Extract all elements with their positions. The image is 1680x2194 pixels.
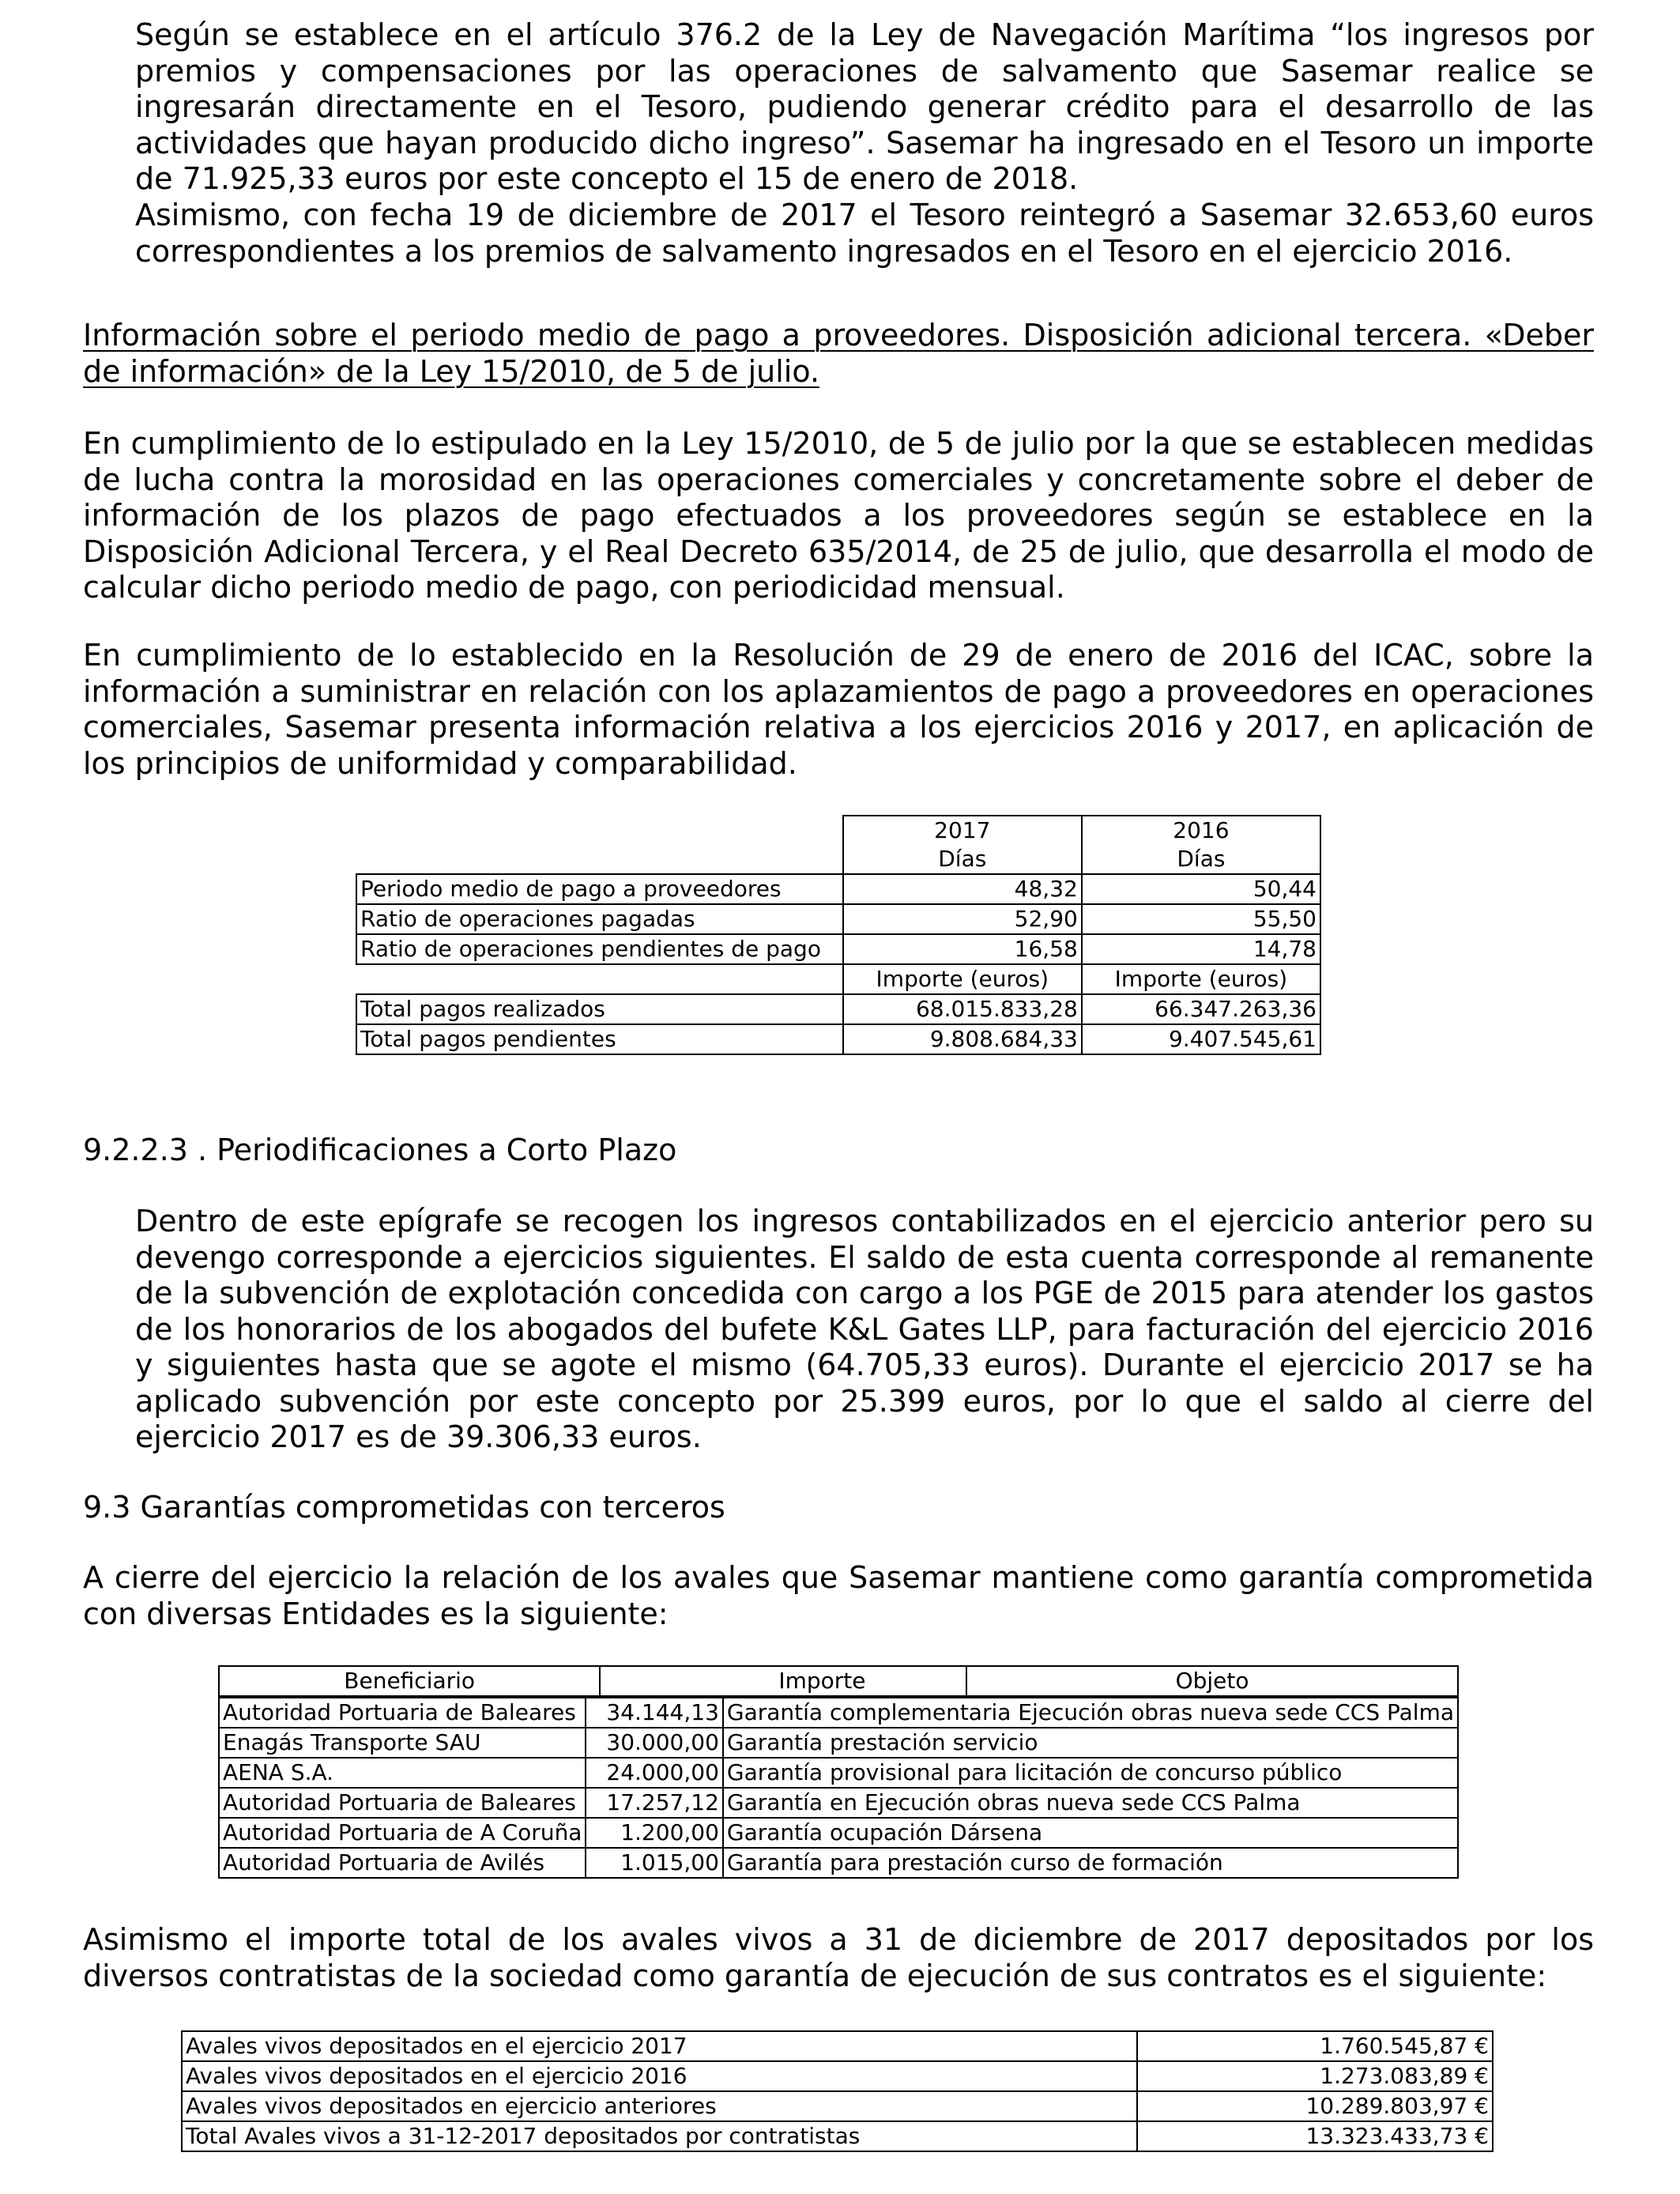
value-2017: 16,58 (843, 934, 1082, 964)
value-2016: 14,78 (1082, 934, 1320, 964)
heading-periodificaciones: 9.2.2.3 . Periodificaciones a Corto Plazo (83, 1133, 677, 1167)
aval-amount: 10.289.803,97 € (1137, 2091, 1493, 2121)
paragraph-salvamento-ingresos: Según se establece en el artículo 376.2 de la Ley de Navegación Marítima “los ingresos por premios y compensaciones por las operaciones de salvamento que Sasemar realice se ingresarán directamente en el Tesoro, pudiendo generar crédito para el desarrollo de las actividades que hayan producido dicho ingreso”. Sasemar ha ingresado en el Tesoro un importe de 71.925,33 euros por este concepto el 15 de enero de 2018. (135, 17, 1594, 196)
table-row (356, 1024, 1320, 1054)
beneficiario: Autoridad Portuaria de A Coruña (219, 1818, 586, 1848)
paragraph-periodificaciones: Dentro de este epígrafe se recogen los ingresos contabilizados en el ejercicio anterior pero su devengo corresponde a ejercicios siguientes. El saldo de esta cuenta corresponde al remanente de la subvención de explotación concedida con cargo a los PGE de 2015 para atender los gastos de los honorarios de los abogados del bufete K&L Gates LLP, para facturación del ejercicio 2016 y siguientes hasta que se agote el mismo (64.705,33 euros). Durante el ejercicio 2017 se ha aplicado subvención por este concepto por 25.399 euros, por lo que el saldo al cierre del ejercicio 2017 es de 39.306,33 euros. (135, 1204, 1594, 1454)
value-2017: 68.015.833,28 (843, 994, 1082, 1024)
section-title-periodo-medio-pago: Información sobre el periodo medio de pago a proveedores. Disposición adicional tercera. «Deber de información» de la Ley 15/2010, de 5 de julio. (83, 318, 1594, 389)
value-2016: 55,50 (1082, 904, 1320, 934)
aval-total-label: Total Avales vivos a 31-12-2017 depositados por contratistas (182, 2121, 1137, 2151)
objeto: Garantía provisional para licitación de concurso público (723, 1758, 1458, 1788)
aval-label: Avales vivos depositados en ejercicio anteriores (182, 2091, 1137, 2121)
year-2016-header: 2016 (1082, 816, 1320, 845)
aval-amount: 1.760.545,87 € (1137, 2031, 1493, 2061)
row-label: Periodo medio de pago a proveedores (356, 874, 843, 904)
row-label: Ratio de operaciones pagadas (356, 904, 843, 934)
value-2016: 50,44 (1082, 874, 1320, 904)
beneficiario: AENA S.A. (219, 1758, 586, 1788)
table-row (356, 874, 1320, 904)
unit-amount-header: Importe (euros) (1082, 964, 1320, 994)
objeto: Garantía prestación servicio (723, 1728, 1458, 1758)
paragraph-avales-entidades: A cierre del ejercicio la relación de los avales que Sasemar mantiene como garantía comprometida con diversas Entidades es la siguiente: (83, 1560, 1594, 1631)
importe: 34.144,13 (586, 1698, 722, 1728)
beneficiario: Enagás Transporte SAU (219, 1728, 586, 1758)
unit-days-header: Días (1082, 845, 1320, 874)
importe: 30.000,00 (586, 1728, 722, 1758)
table-row (182, 2031, 1493, 2061)
paragraph-avales-contratistas: Asimismo el importe total de los avales vivos a 31 de diciembre de 2017 depositados por los diversos contratistas de la sociedad como garantía de ejecución de sus contratos es el siguiente: (83, 1922, 1594, 1993)
unit-amount-header: Importe (euros) (843, 964, 1082, 994)
table-subheader-row (356, 964, 1320, 994)
aval-label: Avales vivos depositados en el ejercicio 2017 (182, 2031, 1137, 2061)
paragraph-ley-15-2010: En cumplimiento de lo estipulado en la Ley 15/2010, de 5 de julio por la que se establecen medidas de lucha contra la morosidad en las operaciones comerciales y concretamente sobre el deber de información de los plazos de pago efectuados a los proveedores según se establece en la Disposición Adicional Tercera, y el Real Decreto 635/2014, de 25 de julio, que desarrolla el modo de calcular dicho periodo medio de pago, con periodicidad mensual. (83, 426, 1594, 605)
garantias-table (218, 1665, 1459, 1697)
garantias-table-body (218, 1697, 1459, 1879)
table-row (356, 994, 1320, 1024)
table-row (182, 2121, 1493, 2151)
table-header-row (219, 1666, 1458, 1696)
value-2017: 9.808.684,33 (843, 1024, 1082, 1054)
table-row (182, 2061, 1493, 2091)
paragraph-resolucion-icac: En cumplimiento de lo establecido en la Resolución de 29 de enero de 2016 del ICAC, sobre la información a suministrar en relación con los aplazamientos de pago a proveedores en operaciones comerciales, Sasemar presenta información relativa a los ejercicios 2016 y 2017, en aplicación de los principios de uniformidad y comparabilidad. (83, 638, 1594, 781)
table-header-row (356, 845, 1320, 874)
table-row (219, 1698, 1458, 1728)
importe: 24.000,00 (586, 1758, 722, 1788)
periodo-medio-pago-table (356, 815, 1321, 1055)
value-2017: 52,90 (843, 904, 1082, 934)
aval-label: Avales vivos depositados en el ejercicio 2016 (182, 2061, 1137, 2091)
unit-days-header: Días (843, 845, 1082, 874)
table-row (356, 904, 1320, 934)
header-objeto: Objeto (966, 1666, 1458, 1696)
header-importe: Importe (600, 1666, 966, 1696)
avales-vivos-table (181, 2030, 1494, 2152)
row-label: Ratio de operaciones pendientes de pago (356, 934, 843, 964)
objeto: Garantía para prestación curso de formación (723, 1848, 1458, 1878)
row-label: Total pagos realizados (356, 994, 843, 1024)
table-row (356, 934, 1320, 964)
aval-amount: 1.273.083,89 € (1137, 2061, 1493, 2091)
beneficiario: Autoridad Portuaria de Baleares (219, 1788, 586, 1818)
table-row (219, 1818, 1458, 1848)
beneficiario: Autoridad Portuaria de Avilés (219, 1848, 586, 1878)
objeto: Garantía complementaria Ejecución obras nueva sede CCS Palma (723, 1698, 1458, 1728)
table-row (219, 1788, 1458, 1818)
table-row (219, 1848, 1458, 1878)
header-beneficiario: Beneficiario (219, 1666, 600, 1696)
importe: 1.015,00 (586, 1848, 722, 1878)
importe: 1.200,00 (586, 1818, 722, 1848)
year-2017-header: 2017 (843, 816, 1082, 845)
value-2016: 9.407.545,61 (1082, 1024, 1320, 1054)
aval-total-amount: 13.323.433,73 € (1137, 2121, 1493, 2151)
table-row (182, 2091, 1493, 2121)
importe: 17.257,12 (586, 1788, 722, 1818)
heading-garantias: 9.3 Garantías comprometidas con terceros (83, 1490, 725, 1525)
table-header-row (356, 816, 1320, 845)
paragraph-tesoro-reintegro: Asimismo, con fecha 19 de diciembre de 2017 el Tesoro reintegró a Sasemar 32.653,60 euros correspondientes a los premios de salvamento ingresados en el Tesoro en el ejercicio 2016. (135, 198, 1594, 269)
objeto: Garantía ocupación Dársena (723, 1818, 1458, 1848)
table-row (219, 1728, 1458, 1758)
beneficiario: Autoridad Portuaria de Baleares (219, 1698, 586, 1728)
value-2017: 48,32 (843, 874, 1082, 904)
objeto: Garantía en Ejecución obras nueva sede CCS Palma (723, 1788, 1458, 1818)
row-label: Total pagos pendientes (356, 1024, 843, 1054)
value-2016: 66.347.263,36 (1082, 994, 1320, 1024)
table-row (219, 1758, 1458, 1788)
